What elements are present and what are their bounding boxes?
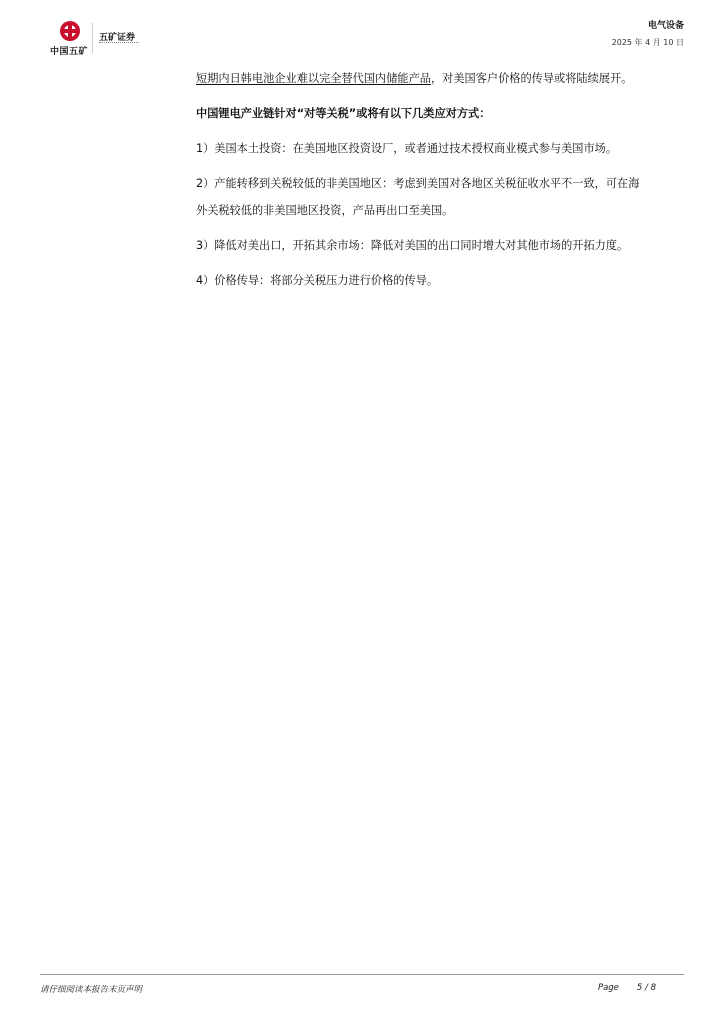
- logo-broker-text: 五矿证券: [99, 33, 136, 43]
- list-item-2-line-2: 外关税较低的非美国地区投资，产品再出口至美国。: [196, 204, 454, 217]
- section-heading: 中国锂电产业链针对“对等关税”或将有以下几类应对方式：: [196, 107, 491, 120]
- industry-label: 电气设备: [647, 21, 684, 31]
- footer-disclaimer: 请仔细阅读本报告末页声明: [40, 985, 143, 995]
- logo-divider: [92, 23, 93, 53]
- minmetals-emblem-icon: [59, 20, 81, 42]
- page-label: Page: [597, 983, 619, 993]
- report-body: [196, 70, 688, 307]
- list-item-2: [196, 175, 688, 220]
- page-number: 5 / 8: [636, 983, 656, 993]
- logo-main-text: 中国五矿: [50, 47, 89, 57]
- paragraph-continuation: ，对美国客户价格的传导或将陆续展开。: [430, 72, 633, 85]
- report-header-info: [612, 20, 684, 48]
- paragraph-storage-pricing: [196, 70, 688, 88]
- report-date: 2025 年 4 月 10 日: [611, 38, 684, 47]
- page-indicator: [598, 983, 656, 993]
- underlined-phrase: 短期内日韩电池企业难以完全替代国内储能产品: [196, 72, 431, 85]
- list-item-1: 1）美国本土投资：在美国地区投资设厂，或者通过技术授权商业模式参与美国市场。: [196, 142, 618, 155]
- list-item-3: 3）降低对美出口，开拓其余市场：降低对美国的出口同时增大对其他市场的开拓力度。: [196, 239, 629, 252]
- company-logo: [44, 20, 144, 56]
- list-item-2-line-1: 2）产能转移到关税较低的非美国地区：考虑到美国对各地区关税征收水平不一致，可在海: [196, 177, 640, 190]
- list-item-4: 4）价格传导：将部分关税压力进行价格的传导。: [196, 274, 439, 287]
- logo-broker-subtitle: [99, 42, 139, 45]
- footer-divider: [40, 974, 684, 975]
